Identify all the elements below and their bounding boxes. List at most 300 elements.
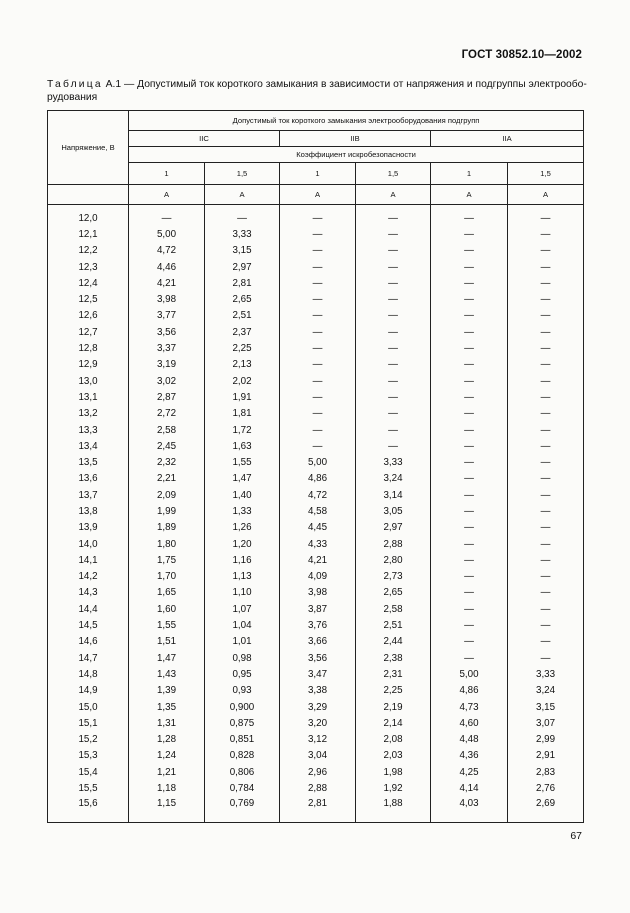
current-cell: — — [356, 291, 431, 307]
current-cell: 1,92 — [356, 780, 431, 796]
current-cell: 1,13 — [205, 569, 280, 585]
current-cell: — — [280, 291, 356, 307]
current-cell: 2,14 — [356, 715, 431, 731]
current-cell: — — [431, 585, 508, 601]
current-cell: 5,00 — [431, 666, 508, 682]
current-cell: — — [280, 243, 356, 259]
current-cell: 2,88 — [356, 536, 431, 552]
voltage-cell: 13,9 — [48, 520, 129, 536]
current-cell: 1,98 — [356, 764, 431, 780]
current-cell: — — [356, 406, 431, 422]
current-cell: 4,86 — [280, 471, 356, 487]
coefficient-cell: 1 — [129, 163, 205, 185]
subgroup-header-iib: IIB — [280, 131, 431, 147]
current-cell: 0,875 — [205, 715, 280, 731]
current-cell: 1,72 — [205, 422, 280, 438]
current-cell: — — [508, 617, 584, 633]
current-cell: 3,15 — [508, 699, 584, 715]
current-cell: — — [356, 205, 431, 227]
current-cell: 1,33 — [205, 503, 280, 519]
table-row — [48, 454, 584, 470]
table-row — [48, 308, 584, 324]
current-cell: — — [280, 340, 356, 356]
current-cell: 1,35 — [129, 699, 205, 715]
voltage-cell: 13,3 — [48, 422, 129, 438]
current-cell: 1,31 — [129, 715, 205, 731]
current-cell: — — [508, 634, 584, 650]
current-cell: — — [508, 243, 584, 259]
table-row — [48, 438, 584, 454]
current-cell: 2,76 — [508, 780, 584, 796]
table-row — [48, 243, 584, 259]
table-row — [48, 666, 584, 682]
table-row — [48, 422, 584, 438]
current-cell: — — [129, 205, 205, 227]
current-cell: 3,98 — [280, 585, 356, 601]
current-cell: — — [431, 340, 508, 356]
current-cell: 0,769 — [205, 797, 280, 823]
current-cell: 2,25 — [356, 683, 431, 699]
current-cell: 3,14 — [356, 487, 431, 503]
table-row — [48, 732, 584, 748]
current-cell: 1,70 — [129, 569, 205, 585]
voltage-cell: 12,2 — [48, 243, 129, 259]
voltage-cell: 15,2 — [48, 732, 129, 748]
current-cell: 1,16 — [205, 552, 280, 568]
current-cell: 2,87 — [129, 389, 205, 405]
table-row — [48, 291, 584, 307]
current-cell: 0,784 — [205, 780, 280, 796]
current-cell: — — [356, 373, 431, 389]
voltage-cell: 13,5 — [48, 454, 129, 470]
current-cell: 3,56 — [280, 650, 356, 666]
current-cell: — — [356, 422, 431, 438]
current-cell: — — [508, 205, 584, 227]
coefficient-cell: 1,5 — [205, 163, 280, 185]
current-cell: — — [431, 471, 508, 487]
current-cell: — — [431, 373, 508, 389]
current-cell: 4,46 — [129, 259, 205, 275]
current-cell: 1,65 — [129, 585, 205, 601]
table-row — [48, 601, 584, 617]
current-cell: — — [508, 357, 584, 373]
current-cell: 2,58 — [129, 422, 205, 438]
current-cell: — — [356, 259, 431, 275]
voltage-cell: 14,1 — [48, 552, 129, 568]
current-cell: 2,97 — [356, 520, 431, 536]
voltage-cell: 12,4 — [48, 275, 129, 291]
current-cell: — — [508, 520, 584, 536]
current-cell: — — [280, 438, 356, 454]
unit-row — [48, 185, 584, 205]
current-cell: 2,65 — [356, 585, 431, 601]
current-cell: 1,81 — [205, 406, 280, 422]
current-cell: 3,20 — [280, 715, 356, 731]
current-cell: — — [356, 324, 431, 340]
table-row — [48, 569, 584, 585]
current-cell: — — [431, 438, 508, 454]
table-row — [48, 634, 584, 650]
voltage-cell: 14,0 — [48, 536, 129, 552]
current-cell: — — [356, 389, 431, 405]
current-cell: — — [431, 226, 508, 242]
voltage-cell: 13,2 — [48, 406, 129, 422]
short-circuit-current-table — [47, 110, 584, 823]
current-cell: 2,81 — [205, 275, 280, 291]
current-cell: — — [508, 569, 584, 585]
current-cell: 2,02 — [205, 373, 280, 389]
current-cell: 1,47 — [205, 471, 280, 487]
current-cell: 3,07 — [508, 715, 584, 731]
current-cell: 1,99 — [129, 503, 205, 519]
table-row — [48, 259, 584, 275]
current-cell: — — [356, 226, 431, 242]
document-standard-number: ГОСТ 30852.10—2002 — [461, 49, 582, 61]
current-cell: 2,19 — [356, 699, 431, 715]
table-row — [48, 389, 584, 405]
current-cell: 1,89 — [129, 520, 205, 536]
current-cell: — — [431, 536, 508, 552]
group-header: Допустимый ток короткого замыкания электрооборудования подгрупп — [129, 111, 584, 131]
current-cell: 5,00 — [280, 454, 356, 470]
current-cell: 3,56 — [129, 324, 205, 340]
current-cell: 2,31 — [356, 666, 431, 682]
current-cell: 2,32 — [129, 454, 205, 470]
current-cell: 3,77 — [129, 308, 205, 324]
current-cell: 2,96 — [280, 764, 356, 780]
voltage-cell: 14,6 — [48, 634, 129, 650]
current-cell: — — [356, 308, 431, 324]
current-cell: 3,87 — [280, 601, 356, 617]
current-cell: 2,73 — [356, 569, 431, 585]
table-row — [48, 699, 584, 715]
stub-header-voltage: Напряжение, В — [48, 111, 129, 185]
voltage-cell: 13,8 — [48, 503, 129, 519]
table-row — [48, 373, 584, 389]
current-cell: — — [431, 454, 508, 470]
current-cell: — — [280, 259, 356, 275]
current-cell: 1,04 — [205, 617, 280, 633]
voltage-cell: 12,0 — [48, 205, 129, 227]
table-row — [48, 520, 584, 536]
current-cell: — — [431, 569, 508, 585]
current-cell: — — [431, 243, 508, 259]
current-cell: 3,02 — [129, 373, 205, 389]
current-cell: 1,21 — [129, 764, 205, 780]
current-cell: 1,26 — [205, 520, 280, 536]
current-cell: 4,09 — [280, 569, 356, 585]
current-cell: 1,15 — [129, 797, 205, 823]
current-cell: 0,900 — [205, 699, 280, 715]
current-cell: 1,24 — [129, 748, 205, 764]
current-cell: — — [356, 243, 431, 259]
table-row — [48, 617, 584, 633]
current-cell: 3,15 — [205, 243, 280, 259]
current-cell: 1,63 — [205, 438, 280, 454]
current-cell: — — [508, 585, 584, 601]
current-cell: 2,37 — [205, 324, 280, 340]
current-cell: — — [431, 406, 508, 422]
current-cell: 0,806 — [205, 764, 280, 780]
current-cell: — — [431, 650, 508, 666]
current-cell: 3,38 — [280, 683, 356, 699]
current-cell: 3,33 — [205, 226, 280, 242]
voltage-cell: 14,4 — [48, 601, 129, 617]
page-number: 67 — [570, 830, 582, 842]
coefficient-cell: 1 — [431, 163, 508, 185]
voltage-cell: 12,9 — [48, 357, 129, 373]
current-cell: — — [356, 275, 431, 291]
current-cell: 1,55 — [205, 454, 280, 470]
voltage-cell: 14,2 — [48, 569, 129, 585]
voltage-cell: 15,5 — [48, 780, 129, 796]
current-cell: 2,83 — [508, 764, 584, 780]
table-row — [48, 357, 584, 373]
current-cell: 3,76 — [280, 617, 356, 633]
current-cell: 3,04 — [280, 748, 356, 764]
current-cell: 4,45 — [280, 520, 356, 536]
current-cell: — — [431, 487, 508, 503]
current-cell: — — [508, 389, 584, 405]
voltage-cell: 12,8 — [48, 340, 129, 356]
current-cell: 2,09 — [129, 487, 205, 503]
current-cell: 2,13 — [205, 357, 280, 373]
current-cell: — — [508, 601, 584, 617]
voltage-cell: 14,3 — [48, 585, 129, 601]
voltage-cell: 14,8 — [48, 666, 129, 682]
current-cell: 3,33 — [508, 666, 584, 682]
current-cell: — — [508, 406, 584, 422]
current-cell: 4,03 — [431, 797, 508, 823]
subgroup-header-iic: IIC — [129, 131, 280, 147]
current-cell: — — [508, 471, 584, 487]
current-cell: — — [508, 503, 584, 519]
current-cell: 4,33 — [280, 536, 356, 552]
current-cell: 2,88 — [280, 780, 356, 796]
current-cell: 2,44 — [356, 634, 431, 650]
current-cell: — — [508, 259, 584, 275]
current-cell: — — [280, 205, 356, 227]
table-body — [48, 205, 584, 823]
current-cell: 1,43 — [129, 666, 205, 682]
current-cell: 4,21 — [280, 552, 356, 568]
stub-unit-cell — [48, 185, 129, 205]
current-cell: 3,66 — [280, 634, 356, 650]
voltage-cell: 14,7 — [48, 650, 129, 666]
current-cell: 3,12 — [280, 732, 356, 748]
current-cell: 0,95 — [205, 666, 280, 682]
current-cell: — — [508, 454, 584, 470]
voltage-cell: 13,7 — [48, 487, 129, 503]
coefficient-cell: 1,5 — [356, 163, 431, 185]
current-cell: — — [431, 503, 508, 519]
current-cell: 4,25 — [431, 764, 508, 780]
current-cell: 3,24 — [508, 683, 584, 699]
current-cell: 4,73 — [431, 699, 508, 715]
current-cell: 1,60 — [129, 601, 205, 617]
current-cell: — — [508, 373, 584, 389]
current-cell: 1,80 — [129, 536, 205, 552]
table-row — [48, 650, 584, 666]
unit-cell: А — [508, 185, 584, 205]
coefficient-cell: 1 — [280, 163, 356, 185]
current-cell: 3,24 — [356, 471, 431, 487]
voltage-cell: 13,6 — [48, 471, 129, 487]
current-cell: — — [431, 520, 508, 536]
current-cell: — — [508, 536, 584, 552]
current-cell: — — [508, 552, 584, 568]
current-cell: — — [280, 406, 356, 422]
voltage-cell: 12,7 — [48, 324, 129, 340]
current-cell: 1,39 — [129, 683, 205, 699]
current-cell: 2,51 — [205, 308, 280, 324]
current-cell: — — [508, 487, 584, 503]
current-cell: 1,55 — [129, 617, 205, 633]
table-row — [48, 536, 584, 552]
current-cell: — — [431, 259, 508, 275]
current-cell: — — [508, 308, 584, 324]
current-cell: 2,08 — [356, 732, 431, 748]
current-cell: 3,37 — [129, 340, 205, 356]
table-row — [48, 585, 584, 601]
current-cell: 1,47 — [129, 650, 205, 666]
current-cell: 1,01 — [205, 634, 280, 650]
current-cell: — — [280, 422, 356, 438]
current-cell: 2,80 — [356, 552, 431, 568]
current-cell: 1,18 — [129, 780, 205, 796]
current-cell: 2,58 — [356, 601, 431, 617]
voltage-cell: 12,6 — [48, 308, 129, 324]
current-cell: — — [431, 205, 508, 227]
current-cell: — — [280, 357, 356, 373]
current-cell: — — [431, 422, 508, 438]
current-cell: 2,51 — [356, 617, 431, 633]
current-cell: 0,98 — [205, 650, 280, 666]
table-row — [48, 552, 584, 568]
table-row — [48, 780, 584, 796]
voltage-cell: 14,9 — [48, 683, 129, 699]
current-cell: 2,91 — [508, 748, 584, 764]
current-cell: — — [356, 438, 431, 454]
current-cell: 2,38 — [356, 650, 431, 666]
current-cell: — — [508, 324, 584, 340]
current-cell: 3,05 — [356, 503, 431, 519]
unit-cell: А — [129, 185, 205, 205]
table-row — [48, 226, 584, 242]
voltage-cell: 15,1 — [48, 715, 129, 731]
current-cell: — — [356, 357, 431, 373]
current-cell: 2,65 — [205, 291, 280, 307]
current-cell: — — [508, 650, 584, 666]
current-cell: — — [205, 205, 280, 227]
current-cell: — — [508, 340, 584, 356]
current-cell: — — [356, 340, 431, 356]
voltage-cell: 12,3 — [48, 259, 129, 275]
voltage-cell: 14,5 — [48, 617, 129, 633]
current-cell: — — [508, 422, 584, 438]
current-cell: — — [280, 275, 356, 291]
current-cell: 4,86 — [431, 683, 508, 699]
table-caption — [47, 78, 587, 104]
current-cell: — — [508, 291, 584, 307]
coefficient-row — [48, 163, 584, 185]
current-cell: 1,28 — [129, 732, 205, 748]
current-cell: 2,45 — [129, 438, 205, 454]
current-cell: — — [431, 275, 508, 291]
current-cell: 4,58 — [280, 503, 356, 519]
voltage-cell: 15,3 — [48, 748, 129, 764]
unit-cell: А — [431, 185, 508, 205]
current-cell: 4,48 — [431, 732, 508, 748]
current-cell: 3,98 — [129, 291, 205, 307]
current-cell: 1,51 — [129, 634, 205, 650]
current-cell: 3,19 — [129, 357, 205, 373]
current-cell: 4,14 — [431, 780, 508, 796]
voltage-cell: 12,5 — [48, 291, 129, 307]
table-caption-text: А.1 — Допустимый ток короткого замыкания в зависимости от напряжения и подгруппы электрообо-рудования — [47, 79, 587, 103]
table-row — [48, 797, 584, 823]
current-cell: — — [280, 226, 356, 242]
current-cell: — — [431, 389, 508, 405]
table-caption-lead: Таблица — [47, 79, 103, 90]
current-cell: — — [431, 291, 508, 307]
current-cell: 2,97 — [205, 259, 280, 275]
table-row — [48, 764, 584, 780]
current-cell: 0,828 — [205, 748, 280, 764]
current-cell: — — [431, 617, 508, 633]
current-cell: — — [431, 308, 508, 324]
voltage-cell: 13,4 — [48, 438, 129, 454]
current-cell: 1,10 — [205, 585, 280, 601]
current-cell: — — [431, 324, 508, 340]
current-cell: — — [431, 601, 508, 617]
coefficient-cell: 1,5 — [508, 163, 584, 185]
current-cell: 2,99 — [508, 732, 584, 748]
voltage-cell: 12,1 — [48, 226, 129, 242]
current-cell: 1,75 — [129, 552, 205, 568]
unit-cell: А — [280, 185, 356, 205]
table-row — [48, 406, 584, 422]
voltage-cell: 13,1 — [48, 389, 129, 405]
current-cell: 3,47 — [280, 666, 356, 682]
current-cell: 2,03 — [356, 748, 431, 764]
voltage-cell: 15,6 — [48, 797, 129, 823]
unit-cell: А — [205, 185, 280, 205]
current-cell: 1,40 — [205, 487, 280, 503]
current-cell: 0,851 — [205, 732, 280, 748]
current-cell: 4,60 — [431, 715, 508, 731]
coefficient-header: Коэффициент искробезопасности — [129, 147, 584, 163]
current-cell: 4,72 — [129, 243, 205, 259]
current-cell: 2,72 — [129, 406, 205, 422]
current-cell: 4,36 — [431, 748, 508, 764]
table-row — [48, 471, 584, 487]
current-cell: 3,33 — [356, 454, 431, 470]
current-cell: 5,00 — [129, 226, 205, 242]
table-row — [48, 487, 584, 503]
current-cell: — — [280, 308, 356, 324]
unit-cell: А — [356, 185, 431, 205]
current-cell: 4,72 — [280, 487, 356, 503]
current-cell: — — [431, 634, 508, 650]
current-cell: — — [508, 275, 584, 291]
current-cell: — — [431, 357, 508, 373]
current-cell: 1,88 — [356, 797, 431, 823]
current-cell: — — [508, 226, 584, 242]
current-cell: 2,81 — [280, 797, 356, 823]
table-row — [48, 324, 584, 340]
voltage-cell: 13,0 — [48, 373, 129, 389]
